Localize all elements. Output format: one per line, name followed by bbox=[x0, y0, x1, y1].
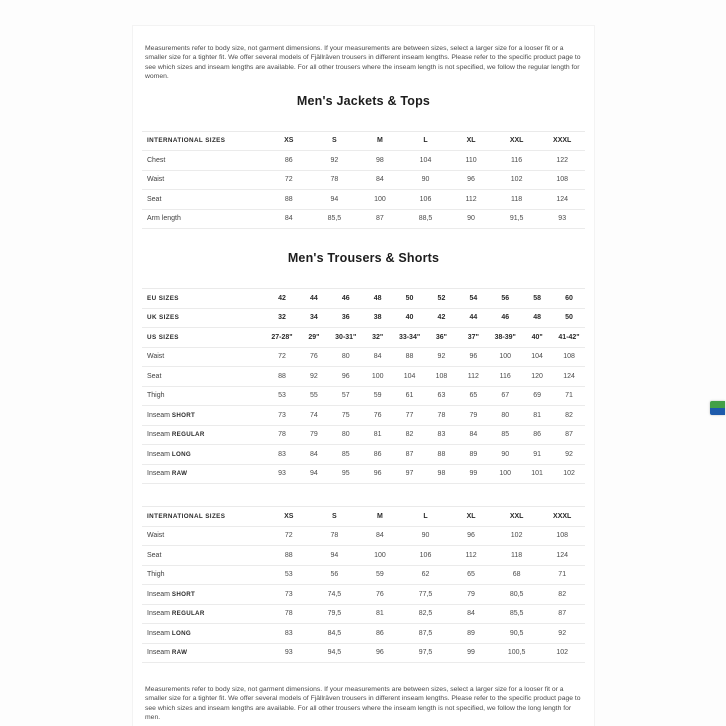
size-cell: XXL bbox=[494, 507, 540, 527]
size-cell: 89 bbox=[448, 624, 494, 644]
size-cell: 74,5 bbox=[312, 585, 358, 605]
size-cell: 87,5 bbox=[403, 624, 449, 644]
table-row bbox=[142, 347, 585, 367]
size-cell: 27-28" bbox=[266, 328, 298, 348]
size-cell: 84,5 bbox=[312, 624, 358, 644]
row-label-variant: RAW bbox=[171, 649, 188, 657]
row-label-variant: LONG bbox=[171, 450, 191, 458]
row-label-text: Inseam bbox=[147, 411, 172, 419]
row-label: Thigh bbox=[142, 386, 266, 406]
size-cell: 108 bbox=[539, 526, 585, 546]
size-cell: 108 bbox=[539, 170, 585, 190]
size-cell: XXXL bbox=[539, 507, 585, 527]
size-cell: XXL bbox=[494, 131, 540, 151]
size-cell: 46 bbox=[330, 289, 362, 309]
size-cell: 116 bbox=[489, 367, 521, 387]
size-cell: 53 bbox=[266, 386, 298, 406]
size-cell: 87 bbox=[553, 425, 585, 445]
size-cell: 84 bbox=[298, 445, 330, 465]
size-cell: 100 bbox=[357, 190, 403, 210]
support-widget-icon[interactable] bbox=[710, 401, 725, 415]
size-cell: 92 bbox=[553, 445, 585, 465]
size-cell: 92 bbox=[298, 367, 330, 387]
size-cell: 106 bbox=[403, 190, 449, 210]
row-label: INTERNATIONAL SIZES bbox=[142, 131, 266, 151]
size-cell: 95 bbox=[330, 464, 362, 484]
size-cell: 30-31" bbox=[330, 328, 362, 348]
table-row bbox=[142, 151, 585, 171]
size-cell: 81 bbox=[521, 406, 553, 426]
size-cell: 38 bbox=[362, 308, 394, 328]
size-cell: XS bbox=[266, 507, 312, 527]
size-cell: 84 bbox=[266, 209, 312, 229]
table-row bbox=[142, 308, 585, 328]
size-cell: 124 bbox=[539, 190, 585, 210]
size-cell: XXXL bbox=[539, 131, 585, 151]
size-cell: 90 bbox=[403, 526, 449, 546]
size-cell: 42 bbox=[266, 289, 298, 309]
table-row bbox=[142, 507, 585, 527]
size-cell: 84 bbox=[457, 425, 489, 445]
row-label: Seat bbox=[142, 546, 266, 566]
size-cell: 85,5 bbox=[494, 604, 540, 624]
size-cell: 86 bbox=[266, 151, 312, 171]
size-cell: 82 bbox=[394, 425, 426, 445]
size-cell: 77 bbox=[394, 406, 426, 426]
size-cell: L bbox=[403, 507, 449, 527]
size-cell: 76 bbox=[357, 585, 403, 605]
size-cell: 71 bbox=[539, 565, 585, 585]
size-cell: M bbox=[357, 131, 403, 151]
table-row bbox=[142, 445, 585, 465]
size-cell: 90 bbox=[448, 209, 494, 229]
table-row bbox=[142, 209, 585, 229]
size-cell: 92 bbox=[312, 151, 358, 171]
size-cell: 94 bbox=[312, 190, 358, 210]
size-cell: 88 bbox=[266, 367, 298, 387]
size-cell: 36 bbox=[330, 308, 362, 328]
size-cell: 83 bbox=[266, 624, 312, 644]
table-row bbox=[142, 289, 585, 309]
size-cell: 97 bbox=[394, 464, 426, 484]
row-label bbox=[142, 406, 266, 426]
size-cell: 85 bbox=[330, 445, 362, 465]
size-cell: 46 bbox=[489, 308, 521, 328]
size-cell: 88 bbox=[426, 445, 458, 465]
size-cell: 61 bbox=[394, 386, 426, 406]
size-cell: 112 bbox=[448, 190, 494, 210]
size-cell: 44 bbox=[298, 289, 330, 309]
size-cell: 71 bbox=[553, 386, 585, 406]
size-table bbox=[142, 506, 585, 663]
size-cell: 80 bbox=[330, 425, 362, 445]
size-cell: 74 bbox=[298, 406, 330, 426]
row-label-text: Inseam bbox=[147, 431, 172, 439]
size-cell: 63 bbox=[426, 386, 458, 406]
size-cell: 102 bbox=[494, 526, 540, 546]
size-cell: 96 bbox=[457, 347, 489, 367]
sections-container bbox=[142, 94, 585, 664]
row-label-text: Inseam bbox=[147, 590, 172, 598]
size-cell: 94 bbox=[312, 546, 358, 566]
size-cell: 72 bbox=[266, 347, 298, 367]
size-cell: 65 bbox=[448, 565, 494, 585]
size-cell: 48 bbox=[521, 308, 553, 328]
size-cell: 116 bbox=[494, 151, 540, 171]
size-cell: 90 bbox=[489, 445, 521, 465]
size-cell: 81 bbox=[362, 425, 394, 445]
size-cell: 104 bbox=[403, 151, 449, 171]
row-label-text: Inseam bbox=[147, 649, 172, 657]
size-cell: 62 bbox=[403, 565, 449, 585]
size-cell: 87 bbox=[357, 209, 403, 229]
size-cell: 100,5 bbox=[494, 643, 540, 663]
size-cell: 118 bbox=[494, 546, 540, 566]
size-cell: 29" bbox=[298, 328, 330, 348]
row-label bbox=[142, 445, 266, 465]
size-cell: 93 bbox=[266, 464, 298, 484]
size-cell: 33-34" bbox=[394, 328, 426, 348]
size-cell: XL bbox=[448, 131, 494, 151]
row-label: Arm length bbox=[142, 209, 266, 229]
size-cell: 41-42" bbox=[553, 328, 585, 348]
size-cell: 65 bbox=[457, 386, 489, 406]
row-label bbox=[142, 585, 266, 605]
size-cell: 80,5 bbox=[494, 585, 540, 605]
row-label-variant: SHORT bbox=[171, 411, 196, 419]
size-cell: 110 bbox=[448, 151, 494, 171]
table-row bbox=[142, 367, 585, 387]
size-cell: 40" bbox=[521, 328, 553, 348]
size-cell: 89 bbox=[457, 445, 489, 465]
size-cell: 84 bbox=[362, 347, 394, 367]
size-cell: 118 bbox=[494, 190, 540, 210]
row-label bbox=[142, 643, 266, 663]
table-row bbox=[142, 585, 585, 605]
size-cell: 67 bbox=[489, 386, 521, 406]
size-cell: 83 bbox=[266, 445, 298, 465]
size-cell: 94 bbox=[298, 464, 330, 484]
row-label: Waist bbox=[142, 347, 266, 367]
size-cell: 75 bbox=[330, 406, 362, 426]
size-cell: 80 bbox=[489, 406, 521, 426]
size-cell: 100 bbox=[489, 464, 521, 484]
row-label-variant: REGULAR bbox=[171, 431, 205, 439]
size-cell: 38-39" bbox=[489, 328, 521, 348]
size-cell: 90,5 bbox=[494, 624, 540, 644]
size-cell: 124 bbox=[553, 367, 585, 387]
size-cell: 76 bbox=[298, 347, 330, 367]
size-cell: 86 bbox=[362, 445, 394, 465]
size-cell: 86 bbox=[521, 425, 553, 445]
size-cell: 104 bbox=[521, 347, 553, 367]
size-cell: 99 bbox=[448, 643, 494, 663]
size-cell: 84 bbox=[357, 170, 403, 190]
size-cell: 81 bbox=[357, 604, 403, 624]
size-cell: 54 bbox=[457, 289, 489, 309]
size-cell: 79,5 bbox=[312, 604, 358, 624]
size-cell: 120 bbox=[521, 367, 553, 387]
size-cell: 78 bbox=[312, 526, 358, 546]
row-label: Chest bbox=[142, 151, 266, 171]
size-cell: 56 bbox=[312, 565, 358, 585]
size-cell: 85 bbox=[489, 425, 521, 445]
support-widget-bottom-half bbox=[710, 408, 725, 415]
size-cell: 60 bbox=[553, 289, 585, 309]
row-label: EU SIZES bbox=[142, 289, 266, 309]
size-cell: 53 bbox=[266, 565, 312, 585]
size-cell: 88 bbox=[394, 347, 426, 367]
row-label-text: Inseam bbox=[147, 610, 172, 618]
size-cell: 50 bbox=[553, 308, 585, 328]
size-cell: 87 bbox=[539, 604, 585, 624]
row-label bbox=[142, 464, 266, 484]
size-cell: 88,5 bbox=[403, 209, 449, 229]
row-label: Seat bbox=[142, 367, 266, 387]
row-label: Waist bbox=[142, 170, 266, 190]
intro-text-top: Measurements refer to body size, not garment dimensions. If your measurements are between sizes, select a larger size for a looser fit or a smaller size for a tighter fit. We offer several models of Fjällräven trousers in different inseam lengths. Please refer to the specific product page to see which sizes and inseam lengths are available. For all other trousers where the inseam length is not specified, we follow the regular length for women. bbox=[145, 45, 581, 81]
size-table bbox=[142, 288, 585, 484]
size-cell: 96 bbox=[448, 526, 494, 546]
size-cell: 96 bbox=[357, 643, 403, 663]
size-cell: 57 bbox=[330, 386, 362, 406]
size-cell: 102 bbox=[553, 464, 585, 484]
size-cell: 44 bbox=[457, 308, 489, 328]
table-row bbox=[142, 131, 585, 151]
table-row bbox=[142, 406, 585, 426]
size-cell: 82 bbox=[553, 406, 585, 426]
size-cell: 96 bbox=[448, 170, 494, 190]
table-row bbox=[142, 643, 585, 663]
size-cell: 90 bbox=[403, 170, 449, 190]
size-cell: 40 bbox=[394, 308, 426, 328]
section-title: Men's Trousers & Shorts bbox=[287, 251, 440, 265]
size-cell: 100 bbox=[489, 347, 521, 367]
size-cell: 77,5 bbox=[403, 585, 449, 605]
size-cell: 80 bbox=[330, 347, 362, 367]
section-title: Men's Jackets & Tops bbox=[296, 93, 431, 108]
table-row bbox=[142, 170, 585, 190]
size-cell: 112 bbox=[448, 546, 494, 566]
table-row bbox=[142, 425, 585, 445]
size-cell: 88 bbox=[266, 546, 312, 566]
size-cell: 68 bbox=[494, 565, 540, 585]
row-label: Waist bbox=[142, 526, 266, 546]
size-cell: 52 bbox=[426, 289, 458, 309]
table-row bbox=[142, 624, 585, 644]
size-cell: 36" bbox=[426, 328, 458, 348]
size-cell: 56 bbox=[489, 289, 521, 309]
size-cell: 97,5 bbox=[403, 643, 449, 663]
size-cell: 86 bbox=[357, 624, 403, 644]
row-label-text: Inseam bbox=[147, 450, 172, 458]
size-cell: 32 bbox=[266, 308, 298, 328]
size-cell: 93 bbox=[539, 209, 585, 229]
size-cell: 55 bbox=[298, 386, 330, 406]
table-row bbox=[142, 386, 585, 406]
row-label bbox=[142, 624, 266, 644]
size-cell: 85,5 bbox=[312, 209, 358, 229]
size-cell: XS bbox=[266, 131, 312, 151]
size-cell: 32" bbox=[362, 328, 394, 348]
size-cell: 108 bbox=[553, 347, 585, 367]
size-cell: 122 bbox=[539, 151, 585, 171]
size-cell: 73 bbox=[266, 585, 312, 605]
size-cell: 50 bbox=[394, 289, 426, 309]
size-cell: 88 bbox=[266, 190, 312, 210]
size-cell: 78 bbox=[312, 170, 358, 190]
size-cell: 102 bbox=[494, 170, 540, 190]
size-cell: 98 bbox=[426, 464, 458, 484]
size-cell: 72 bbox=[266, 526, 312, 546]
size-cell: 87 bbox=[394, 445, 426, 465]
table-row bbox=[142, 546, 585, 566]
size-cell: 37" bbox=[457, 328, 489, 348]
size-cell: 73 bbox=[266, 406, 298, 426]
size-cell: 83 bbox=[426, 425, 458, 445]
size-cell: 42 bbox=[426, 308, 458, 328]
size-cell: 99 bbox=[457, 464, 489, 484]
row-label-text: Inseam bbox=[147, 470, 172, 478]
size-cell: 59 bbox=[357, 565, 403, 585]
row-label-variant: SHORT bbox=[171, 590, 196, 598]
support-widget-top-half bbox=[710, 401, 725, 408]
size-cell: 106 bbox=[403, 546, 449, 566]
size-cell: 92 bbox=[539, 624, 585, 644]
size-cell: 79 bbox=[448, 585, 494, 605]
size-cell: 96 bbox=[330, 367, 362, 387]
intro-text-bottom: Measurements refer to body size, not garment dimensions. If your measurements are between sizes, select a larger size for a looser fit or a smaller size for a tighter fit. We offer several models of Fjällräven trousers in different inseam lengths. Please refer to the specific product page to see which sizes and inseam lengths are available. For all other trousers where the inseam length is not specified, we follow the long length for men. bbox=[145, 686, 581, 722]
size-cell: 34 bbox=[298, 308, 330, 328]
table-row bbox=[142, 526, 585, 546]
size-cell: M bbox=[357, 507, 403, 527]
size-cell: 93 bbox=[266, 643, 312, 663]
row-label-variant: RAW bbox=[171, 470, 188, 478]
size-cell: 84 bbox=[448, 604, 494, 624]
size-cell: 102 bbox=[539, 643, 585, 663]
size-cell: 78 bbox=[266, 604, 312, 624]
size-cell: 92 bbox=[426, 347, 458, 367]
size-cell: 91,5 bbox=[494, 209, 540, 229]
table-row bbox=[142, 328, 585, 348]
size-cell: 78 bbox=[266, 425, 298, 445]
row-label: INTERNATIONAL SIZES bbox=[142, 507, 266, 527]
size-cell: 78 bbox=[426, 406, 458, 426]
row-label-variant: LONG bbox=[171, 629, 191, 637]
size-cell: 72 bbox=[266, 170, 312, 190]
row-label bbox=[142, 604, 266, 624]
size-cell: 76 bbox=[362, 406, 394, 426]
size-cell: 82 bbox=[539, 585, 585, 605]
size-cell: 101 bbox=[521, 464, 553, 484]
size-cell: 58 bbox=[521, 289, 553, 309]
row-label bbox=[142, 425, 266, 445]
size-cell: 104 bbox=[394, 367, 426, 387]
row-label: Thigh bbox=[142, 565, 266, 585]
size-cell: 91 bbox=[521, 445, 553, 465]
table-row bbox=[142, 565, 585, 585]
size-cell: 48 bbox=[362, 289, 394, 309]
size-cell: L bbox=[403, 131, 449, 151]
size-table bbox=[142, 131, 585, 230]
size-cell: XL bbox=[448, 507, 494, 527]
size-cell: 94,5 bbox=[312, 643, 358, 663]
size-cell: 84 bbox=[357, 526, 403, 546]
size-cell: 79 bbox=[457, 406, 489, 426]
size-cell: 79 bbox=[298, 425, 330, 445]
size-cell: 100 bbox=[357, 546, 403, 566]
size-cell: 82,5 bbox=[403, 604, 449, 624]
size-cell: 96 bbox=[362, 464, 394, 484]
row-label: Seat bbox=[142, 190, 266, 210]
row-label-variant: REGULAR bbox=[171, 610, 205, 618]
size-cell: 98 bbox=[357, 151, 403, 171]
size-cell: 108 bbox=[426, 367, 458, 387]
size-cell: S bbox=[312, 131, 358, 151]
row-label: UK SIZES bbox=[142, 308, 266, 328]
size-cell: 124 bbox=[539, 546, 585, 566]
table-row bbox=[142, 464, 585, 484]
table-row bbox=[142, 604, 585, 624]
size-cell: 69 bbox=[521, 386, 553, 406]
size-cell: S bbox=[312, 507, 358, 527]
size-cell: 100 bbox=[362, 367, 394, 387]
row-label: US SIZES bbox=[142, 328, 266, 348]
size-guide-card bbox=[132, 25, 595, 726]
size-cell: 59 bbox=[362, 386, 394, 406]
size-cell: 112 bbox=[457, 367, 489, 387]
row-label-text: Inseam bbox=[147, 629, 172, 637]
table-row bbox=[142, 190, 585, 210]
